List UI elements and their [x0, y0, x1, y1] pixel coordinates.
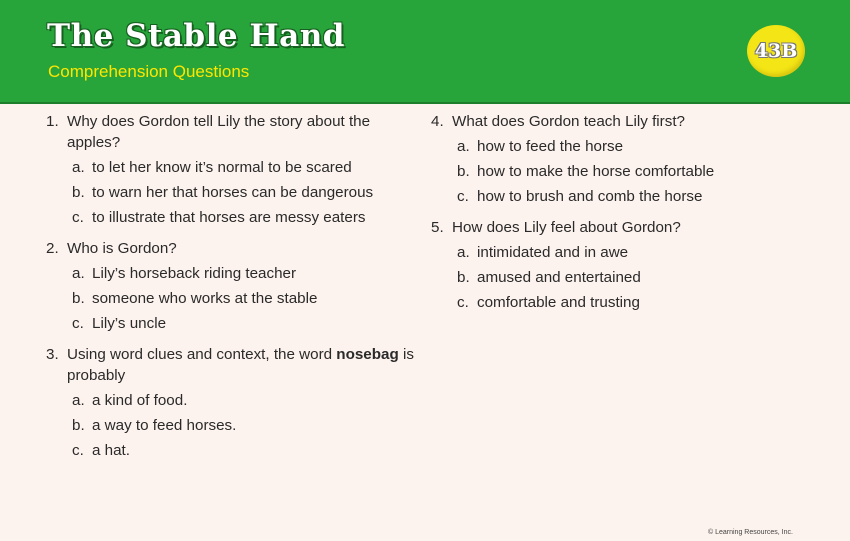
option-text: amused and entertained: [477, 269, 641, 286]
question-text: What does Gordon teach Lily first?: [452, 113, 685, 130]
question-text: How does Lily feel about Gordon?: [452, 219, 681, 236]
question-1: [46, 111, 426, 228]
question-number: 1.: [46, 113, 59, 130]
question-4: [431, 111, 831, 207]
option-text: someone who works at the stable: [92, 290, 318, 307]
answer-option: [431, 136, 831, 157]
answer-option: [431, 267, 831, 288]
question-3: [46, 344, 426, 461]
answer-option: [431, 161, 831, 182]
option-letter: a.: [72, 392, 85, 409]
option-letter: c.: [72, 315, 84, 332]
question-2: [46, 238, 426, 334]
option-text: to illustrate that horses are messy eaters: [92, 209, 366, 226]
option-text: how to brush and comb the horse: [477, 188, 703, 205]
option-text: to let her know it’s normal to be scared: [92, 159, 352, 176]
questions-left-column: [46, 111, 426, 471]
vocabulary-word: nosebag: [336, 346, 399, 363]
answer-option: [46, 415, 426, 436]
option-letter: a.: [457, 138, 470, 155]
option-letter: c.: [457, 294, 469, 311]
option-text: intimidated and in awe: [477, 244, 629, 261]
option-letter: b.: [72, 417, 85, 434]
option-letter: c.: [72, 209, 84, 226]
answer-option: [431, 242, 831, 263]
copyright-notice: © Learning Resources, Inc.: [708, 529, 793, 536]
question-number: 4.: [431, 113, 444, 130]
option-letter: a.: [457, 244, 470, 261]
option-text: how to feed the horse: [477, 138, 624, 155]
option-text: Lily’s uncle: [92, 315, 167, 332]
option-text: how to make the horse comfortable: [477, 163, 715, 180]
card-title: The Stable Hand: [47, 18, 345, 54]
question-text: Why does Gordon tell Lily the story about the apples?: [67, 113, 371, 151]
option-letter: a.: [72, 159, 85, 176]
option-letter: c.: [72, 442, 84, 459]
answer-option: [431, 186, 831, 207]
option-text: a hat.: [92, 442, 130, 459]
question-5: [431, 217, 831, 313]
card-subtitle: Comprehension Questions: [48, 62, 250, 81]
option-text: a kind of food.: [92, 392, 188, 409]
answer-option: [46, 288, 426, 309]
option-text: a way to feed horses.: [92, 417, 237, 434]
option-text: comfortable and trusting: [477, 294, 640, 311]
answer-option: [46, 263, 426, 284]
answer-option: [46, 207, 426, 228]
answer-option: [46, 182, 426, 203]
question-text: Who is Gordon?: [67, 240, 177, 257]
question-number: 5.: [431, 219, 444, 236]
option-letter: a.: [72, 265, 85, 282]
option-letter: b.: [72, 184, 85, 201]
questions-right-column: [431, 111, 831, 323]
question-text: Using word clues and context, the word nosebag is probably: [67, 346, 414, 384]
card-number-badge: 43B: [747, 25, 805, 77]
answer-option: [46, 390, 426, 411]
answer-option: [431, 292, 831, 313]
question-number: 3.: [46, 346, 59, 363]
option-text: Lily’s horseback riding teacher: [92, 265, 297, 282]
option-text: to warn her that horses can be dangerous: [92, 184, 374, 201]
option-letter: b.: [457, 163, 470, 180]
option-letter: b.: [72, 290, 85, 307]
answer-option: [46, 440, 426, 461]
card-header: [0, 0, 850, 104]
answer-option: [46, 157, 426, 178]
option-letter: b.: [457, 269, 470, 286]
option-letter: c.: [457, 188, 469, 205]
answer-option: [46, 313, 426, 334]
question-number: 2.: [46, 240, 59, 257]
